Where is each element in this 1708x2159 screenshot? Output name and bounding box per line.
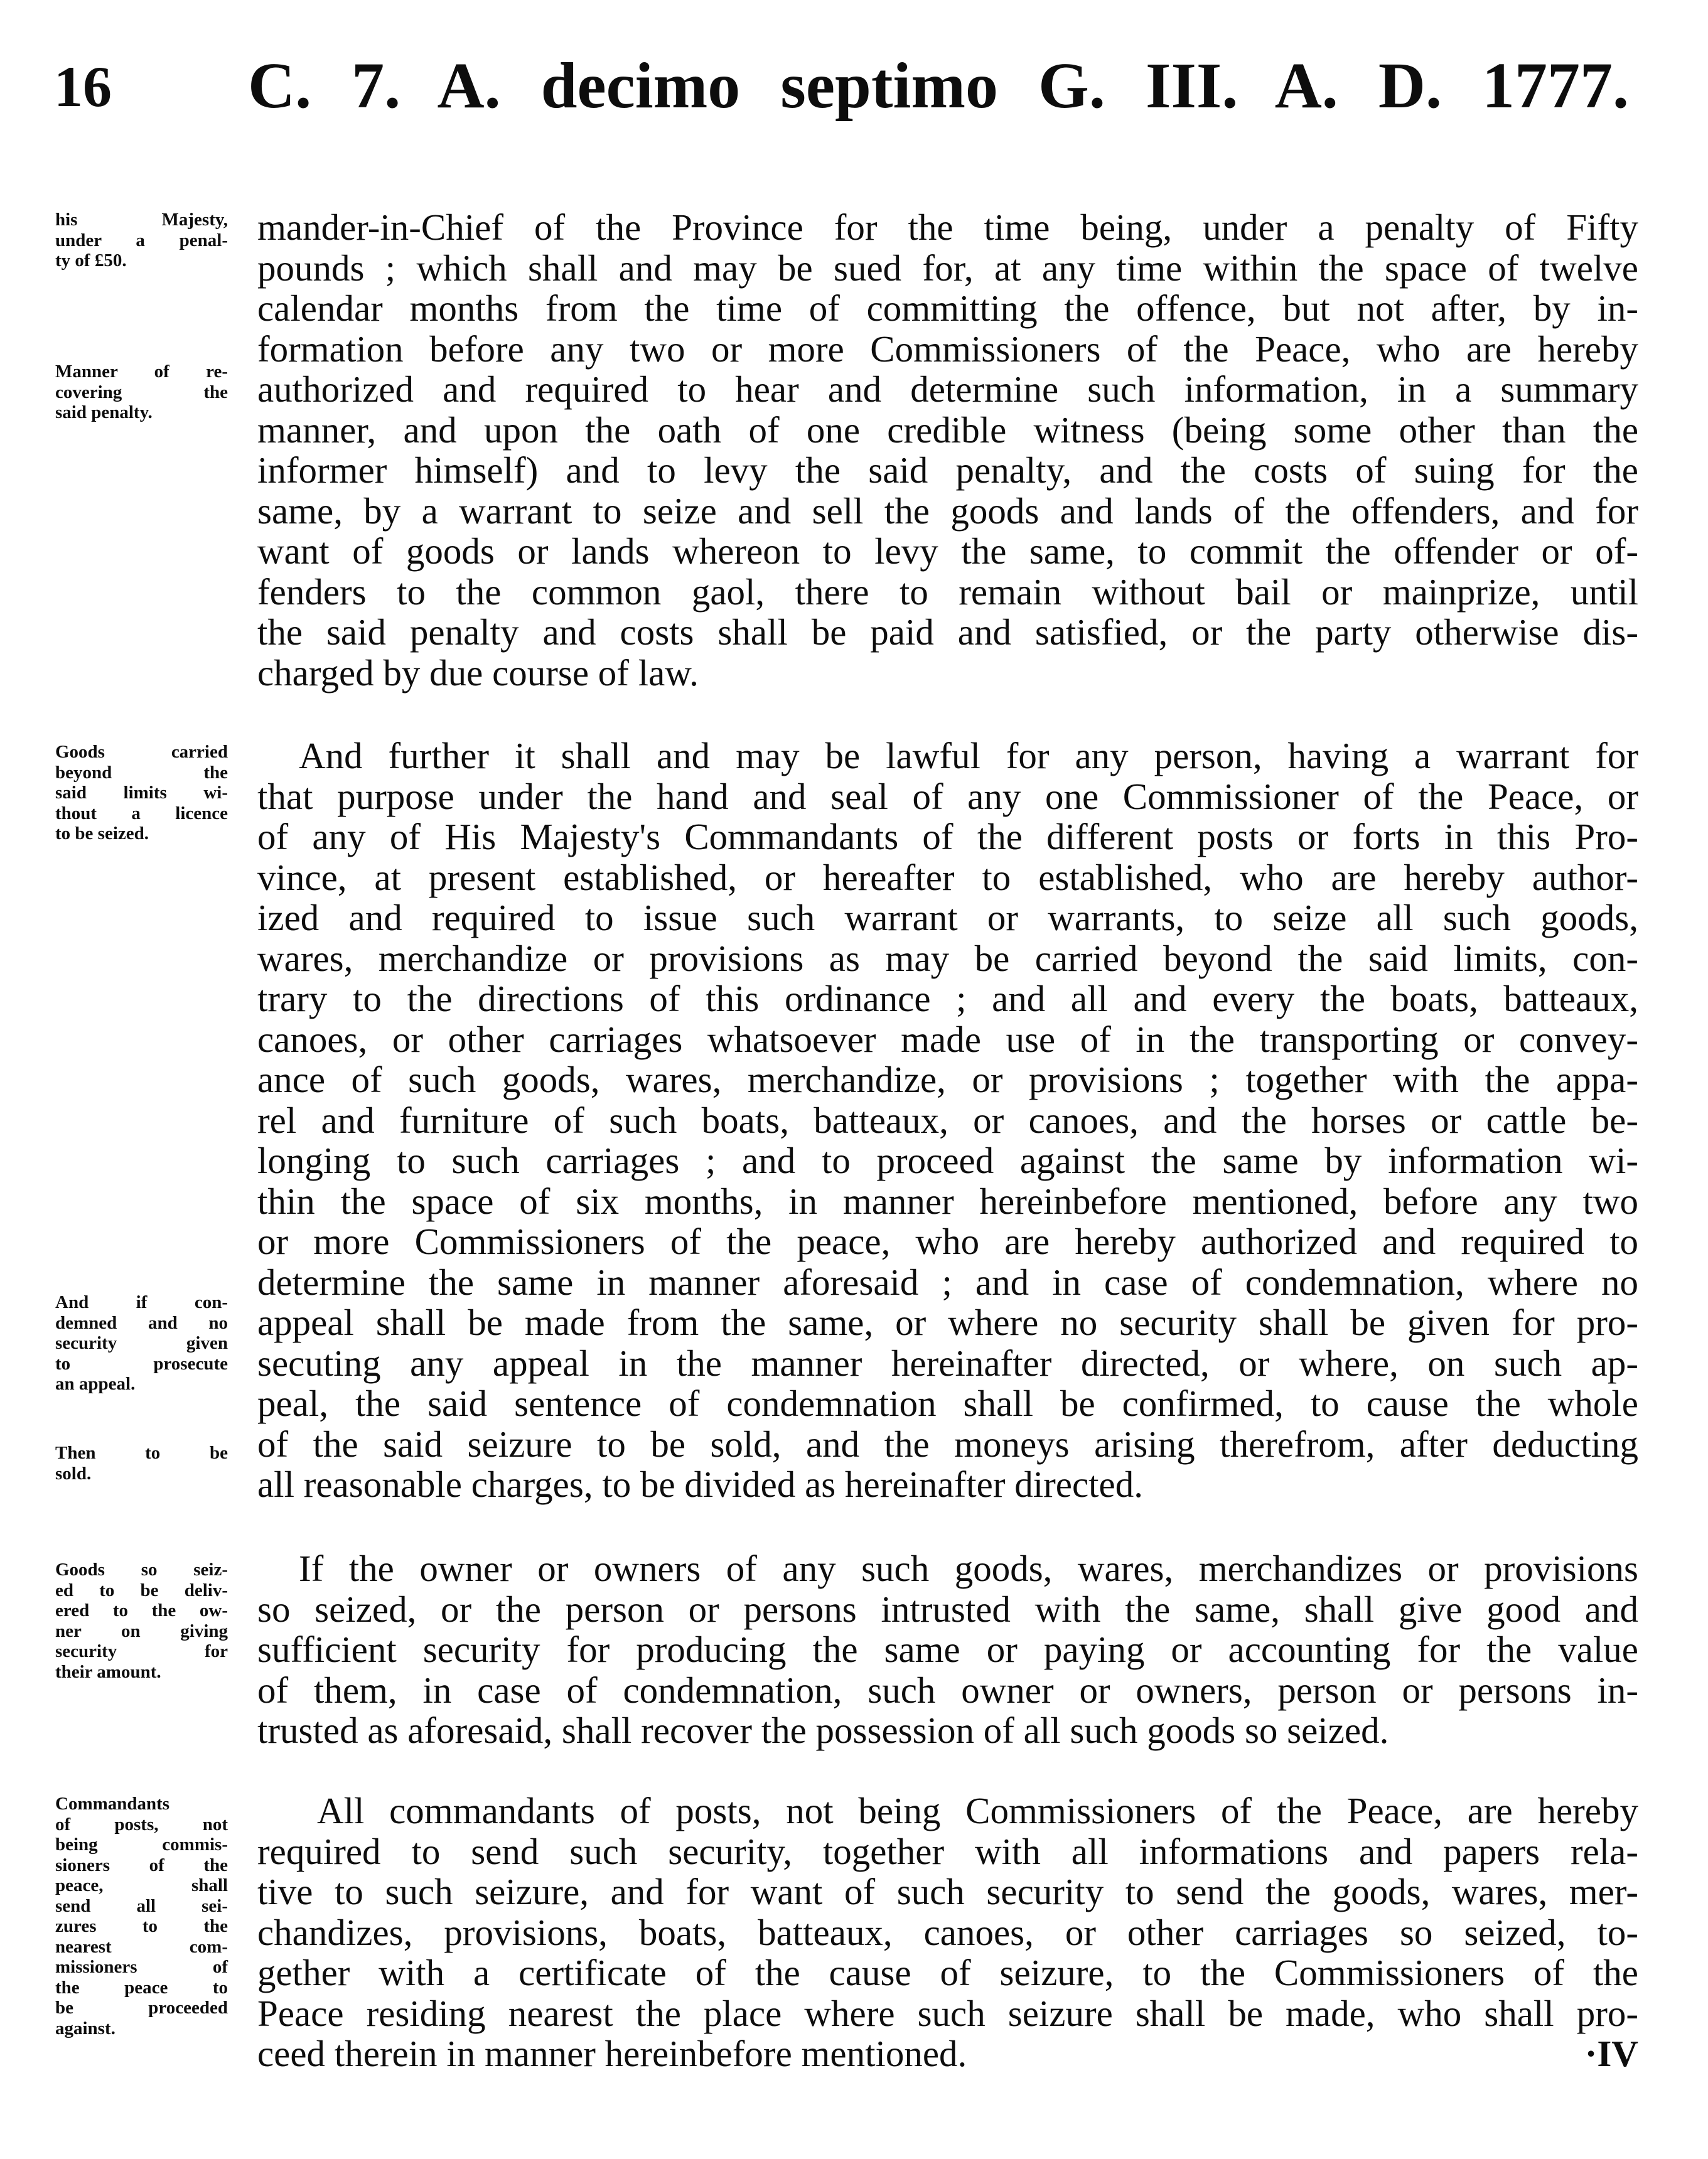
margin-note-line: ner on giving: [55, 1621, 228, 1641]
text-line: ceed therein in manner hereinbefore mentioned.: [257, 2033, 967, 2074]
margin-note-line: the peace to: [55, 1977, 228, 1998]
margin-note-line: under a penal-: [55, 230, 228, 250]
paragraph: [257, 1548, 1638, 1751]
text-line: of any of His Majesty's Commandants of the different posts or forts in this Pro-: [257, 816, 1638, 857]
paragraph: [257, 207, 1638, 693]
running-title: C. 7. A. decimo septimo G. III. A. D. 1777.: [248, 50, 1629, 122]
text-line: charged by due course of law.: [257, 651, 699, 694]
text-line: ized and required to issue such warrant or warrants, to seize all such goods,: [257, 897, 1638, 938]
text-line: informer himself) and to levy the said penalty, and the costs of suing for the: [257, 449, 1638, 491]
text-line: Peace residing nearest the place where such seizure shall be made, who shall pro-: [257, 1992, 1638, 2034]
margin-note-line: to prosecute: [55, 1353, 228, 1374]
text-line: mander-in-Chief of the Province for the time being, under a penalty of Fifty: [257, 206, 1638, 248]
margin-note: [55, 1443, 228, 1484]
text-line: And further it shall and may be lawful for any person, having a warrant for: [299, 735, 1638, 776]
margin-note-line: said limits wi-: [55, 783, 228, 803]
margin-note-line: against.: [55, 2018, 115, 2038]
margin-note-line: security given: [55, 1333, 228, 1353]
text-line: or more Commissioners of the peace, who are hereby authorized and required to: [257, 1221, 1638, 1262]
catchword: ·IV: [1584, 2033, 1638, 2074]
margin-note-line: Manner of re-: [55, 362, 228, 382]
text-line: sufficient security for producing the same or paying or accounting for the value: [257, 1629, 1638, 1670]
text-line: the said penalty and costs shall be paid and satisfied, or the party otherwise dis-: [257, 611, 1638, 653]
margin-note-line: security for: [55, 1641, 228, 1661]
text-line: same, by a warrant to seize and sell the goods and lands of the offenders, and for: [257, 490, 1638, 532]
text-line: fenders to the common gaol, there to remain without bail or mainprize, until: [257, 571, 1638, 613]
paragraph: [257, 1791, 1638, 2074]
text-line: rel and furniture of such boats, batteaux, or canoes, and the horses or cattle be-: [257, 1099, 1638, 1141]
text-line: ance of such goods, wares, merchandize, or provisions ; together with the appa-: [257, 1059, 1638, 1100]
margin-note-line: nearest com-: [55, 1936, 228, 1957]
text-line: All commandants of posts, not being Commissioners of the Peace, are hereby: [317, 1790, 1638, 1831]
text-line: authorized and required to hear and determine such information, in a summary: [257, 368, 1638, 410]
text-line: required to send such security, together with all informations and papers rela-: [257, 1830, 1638, 1872]
text-line: so seized, or the person or persons intrusted with the same, shall give good and: [257, 1588, 1638, 1630]
text-line: formation before any two or more Commissioners of the Peace, who are hereby: [257, 328, 1638, 370]
text-line: tive to such seizure, and for want of such security to send the goods, wares, mer-: [257, 1871, 1638, 1912]
text-line: determine the same in manner aforesaid ; and in case of condemnation, where no: [257, 1261, 1638, 1303]
margin-note-line: peace, shall: [55, 1875, 228, 1895]
margin-note-line: being commis-: [55, 1835, 228, 1855]
margin-note-line: ered to the ow-: [55, 1600, 228, 1621]
margin-note-line: Goods carried: [55, 742, 228, 762]
paragraph: [257, 736, 1638, 1505]
margin-note-line: And if con-: [55, 1292, 228, 1312]
margin-note-line: zures to the: [55, 1916, 228, 1936]
margin-note-line: ed to be deliv-: [55, 1580, 228, 1600]
text-line: vince, at present established, or hereafter to established, who are hereby author-: [257, 856, 1638, 898]
text-line: appeal shall be made from the same, or where no security shall be given for pro-: [257, 1302, 1638, 1343]
margin-note: [55, 1560, 228, 1682]
margin-note-line: demned and no: [55, 1312, 228, 1333]
margin-note-line: ty of £50.: [55, 250, 127, 271]
text-line: calendar months from the time of committing the offence, but not after, by in-: [257, 287, 1638, 329]
margin-note-line: sioners of the: [55, 1855, 228, 1875]
margin-note-line: covering the: [55, 382, 228, 402]
margin-note-line: beyond the: [55, 762, 228, 783]
text-line: secuting any appeal in the manner hereinafter directed, or where, on such ap-: [257, 1342, 1638, 1384]
margin-note-line: their amount.: [55, 1661, 161, 1682]
margin-note-line: said penalty.: [55, 402, 153, 422]
margin-note-line: of posts, not: [55, 1814, 228, 1835]
page-number: 16: [54, 55, 112, 119]
margin-note-line: Goods so seiz-: [55, 1560, 228, 1580]
text-line: want of goods or lands whereon to levy the same, to commit the offender or of-: [257, 530, 1638, 572]
margin-note-line: thout a licence: [55, 803, 228, 823]
text-line: canoes, or other carriages whatsoever made use of in the transporting or convey-: [257, 1018, 1638, 1060]
margin-note-line: sold.: [55, 1463, 92, 1484]
text-line: thin the space of six months, in manner hereinbefore mentioned, before any two: [257, 1180, 1638, 1222]
margin-note-line: his Majesty,: [55, 210, 228, 230]
text-line: pounds ; which shall and may be sued for, at any time within the space of twelve: [257, 247, 1638, 289]
text-line: that purpose under the hand and seal of any one Commissioner of the Peace, or: [257, 775, 1638, 817]
text-line: all reasonable charges, to be divided as hereinafter directed.: [257, 1464, 1143, 1505]
text-line: gether with a certificate of the cause of seizure, to the Commissioners of the: [257, 1952, 1638, 1993]
text-line: of the said seizure to be sold, and the moneys arising therefrom, after deducting: [257, 1423, 1638, 1465]
margin-note: [55, 742, 228, 844]
margin-note-line: Then to be: [55, 1443, 228, 1463]
margin-note: [55, 1292, 228, 1395]
text-line: longing to such carriages ; and to proceed against the same by information wi-: [257, 1140, 1638, 1181]
text-line: chandizes, provisions, boats, batteaux, canoes, or other carriages so seized, to-: [257, 1911, 1638, 1953]
margin-note: [55, 1794, 228, 2038]
margin-note: [55, 362, 228, 423]
text-line: of them, in case of condemnation, such owner or owners, person or persons in-: [257, 1669, 1638, 1711]
margin-note-line: an appeal.: [55, 1374, 136, 1394]
margin-note-line: missioners of: [55, 1957, 228, 1977]
margin-note: [55, 210, 228, 271]
text-line: peal, the said sentence of condemnation shall be confirmed, to cause the whole: [257, 1383, 1638, 1424]
text-line: trary to the directions of this ordinance ; and all and every the boats, batteaux,: [257, 978, 1638, 1019]
text-line: manner, and upon the oath of one credible witness (being some other than the: [257, 409, 1638, 451]
margin-note-line: to be seized.: [55, 823, 149, 844]
margin-note-line: send all sei-: [55, 1895, 228, 1916]
margin-note-line: Commandants: [55, 1794, 170, 1814]
text-line: trusted as aforesaid, shall recover the possession of all such goods so seized.: [257, 1710, 1389, 1751]
text-line: If the owner or owners of any such goods, wares, merchandizes or provisions: [299, 1548, 1638, 1589]
text-line: wares, merchandize or provisions as may be carried beyond the said limits, con-: [257, 937, 1638, 979]
margin-note-line: be proceeded: [55, 1998, 228, 2018]
